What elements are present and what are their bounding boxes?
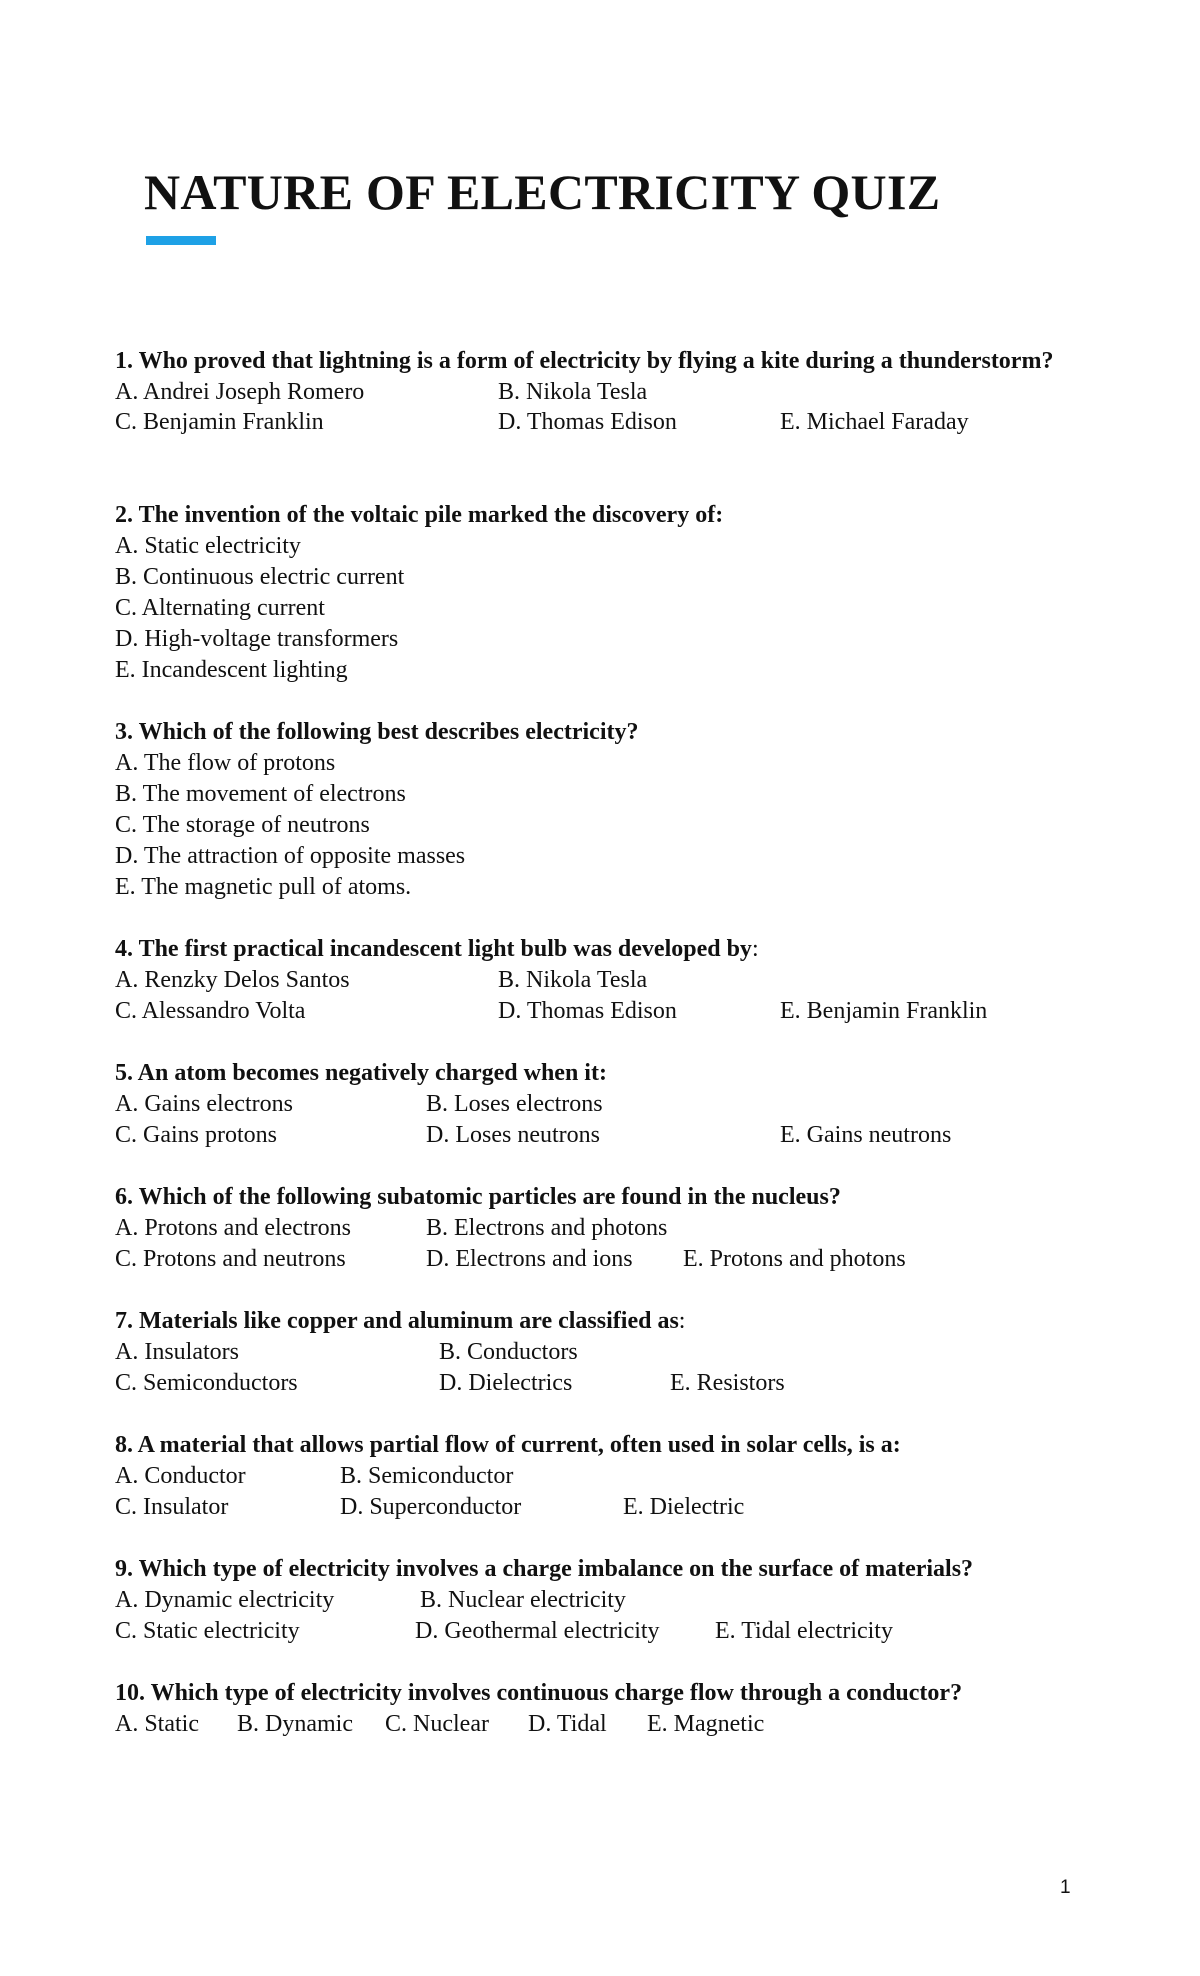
question-5-option-b: B. Loses electrons	[426, 1091, 603, 1117]
question-8-option-c: C. Insulator	[115, 1494, 229, 1520]
question-2-option-d: D. High-voltage transformers	[115, 626, 399, 652]
question-4-colon: :	[751, 936, 759, 962]
question-4-option-c: C. Alessandro Volta	[115, 998, 306, 1024]
question-9-option-d: D. Geothermal electricity	[415, 1618, 660, 1644]
question-7-option-b: B. Conductors	[439, 1339, 578, 1365]
question-7-text: 7. Materials like copper and aluminum are classified as	[115, 1308, 679, 1334]
question-10-option-d: D. Tidal	[528, 1711, 607, 1737]
question-3: 3. Which of the following best describes electricity?	[115, 719, 639, 745]
question-4-option-b: B. Nikola Tesla	[498, 967, 648, 993]
question-8-option-a: A. Conductor	[115, 1463, 246, 1489]
question-4-text: 4. The first practical incandescent light bulb was developed by	[115, 936, 752, 962]
question-1-option-a: A. Andrei Joseph Romero	[115, 379, 365, 405]
page-number: 1	[1060, 1877, 1071, 1898]
question-3-option-a: A. The flow of protons	[115, 750, 336, 776]
question-9-option-e: E. Tidal electricity	[715, 1618, 893, 1644]
question-3-option-e: E. The magnetic pull of atoms.	[115, 874, 412, 900]
question-9-option-a: A. Dynamic electricity	[115, 1587, 335, 1613]
question-4-option-a: A. Renzky Delos Santos	[115, 967, 350, 993]
question-8: 8. A material that allows partial flow of current, often used in solar cells, is a:	[115, 1432, 901, 1458]
question-6-option-a: A. Protons and electrons	[115, 1215, 351, 1241]
question-7-option-a: A. Insulators	[115, 1339, 239, 1365]
question-2-option-e: E. Incandescent lighting	[115, 657, 348, 683]
question-7-option-e: E. Resistors	[670, 1370, 785, 1396]
question-10: 10. Which type of electricity involves continuous charge flow through a conductor?	[115, 1680, 963, 1706]
quiz-title: NATURE OF ELECTRICITY QUIZ	[144, 164, 941, 220]
question-7-option-c: C. Semiconductors	[115, 1370, 298, 1396]
question-2-option-a: A. Static electricity	[115, 533, 301, 559]
question-1: 1. Who proved that lightning is a form of electricity by flying a kite during a thunderstorm?	[115, 348, 1054, 374]
question-4-option-d: D. Thomas Edison	[498, 998, 677, 1024]
question-5-option-c: C. Gains protons	[115, 1122, 277, 1148]
question-2-option-c: C. Alternating current	[115, 595, 325, 621]
question-8-option-b: B. Semiconductor	[340, 1463, 514, 1489]
question-4-option-e: E. Benjamin Franklin	[780, 998, 988, 1024]
question-8-option-e: E. Dielectric	[623, 1494, 745, 1520]
question-1-option-b: B. Nikola Tesla	[498, 379, 648, 405]
question-10-option-a: A. Static	[115, 1711, 199, 1737]
question-3-option-c: C. The storage of neutrons	[115, 812, 370, 838]
question-10-option-e: E. Magnetic	[647, 1711, 765, 1737]
question-6-option-d: D. Electrons and ions	[426, 1246, 633, 1272]
question-2: 2. The invention of the voltaic pile marked the discovery of:	[115, 502, 724, 528]
question-10-option-b: B. Dynamic	[237, 1711, 353, 1737]
question-7	[115, 1306, 685, 1336]
question-7-option-d: D. Dielectrics	[439, 1370, 573, 1396]
question-5-option-d: D. Loses neutrons	[426, 1122, 600, 1148]
question-3-option-b: B. The movement of electrons	[115, 781, 406, 807]
question-7-colon: :	[678, 1308, 686, 1334]
question-6-option-b: B. Electrons and photons	[426, 1215, 668, 1241]
question-3-option-d: D. The attraction of opposite masses	[115, 843, 466, 869]
question-1-option-e: E. Michael Faraday	[780, 409, 969, 435]
title-accent-rule	[146, 236, 216, 245]
question-5-option-a: A. Gains electrons	[115, 1091, 293, 1117]
question-9-option-b: B. Nuclear electricity	[420, 1587, 626, 1613]
question-9: 9. Which type of electricity involves a charge imbalance on the surface of materials?	[115, 1556, 974, 1582]
question-4	[115, 934, 759, 964]
question-6: 6. Which of the following subatomic particles are found in the nucleus?	[115, 1184, 841, 1210]
question-6-option-c: C. Protons and neutrons	[115, 1246, 346, 1272]
question-8-option-d: D. Superconductor	[340, 1494, 522, 1520]
question-5-option-e: E. Gains neutrons	[780, 1122, 952, 1148]
question-5: 5. An atom becomes negatively charged when it:	[115, 1060, 607, 1086]
question-1-option-c: C. Benjamin Franklin	[115, 409, 324, 435]
question-1-option-d: D. Thomas Edison	[498, 409, 677, 435]
question-9-option-c: C. Static electricity	[115, 1618, 300, 1644]
question-6-option-e: E. Protons and photons	[683, 1246, 906, 1272]
question-10-option-c: C. Nuclear	[385, 1711, 489, 1737]
question-2-option-b: B. Continuous electric current	[115, 564, 405, 590]
